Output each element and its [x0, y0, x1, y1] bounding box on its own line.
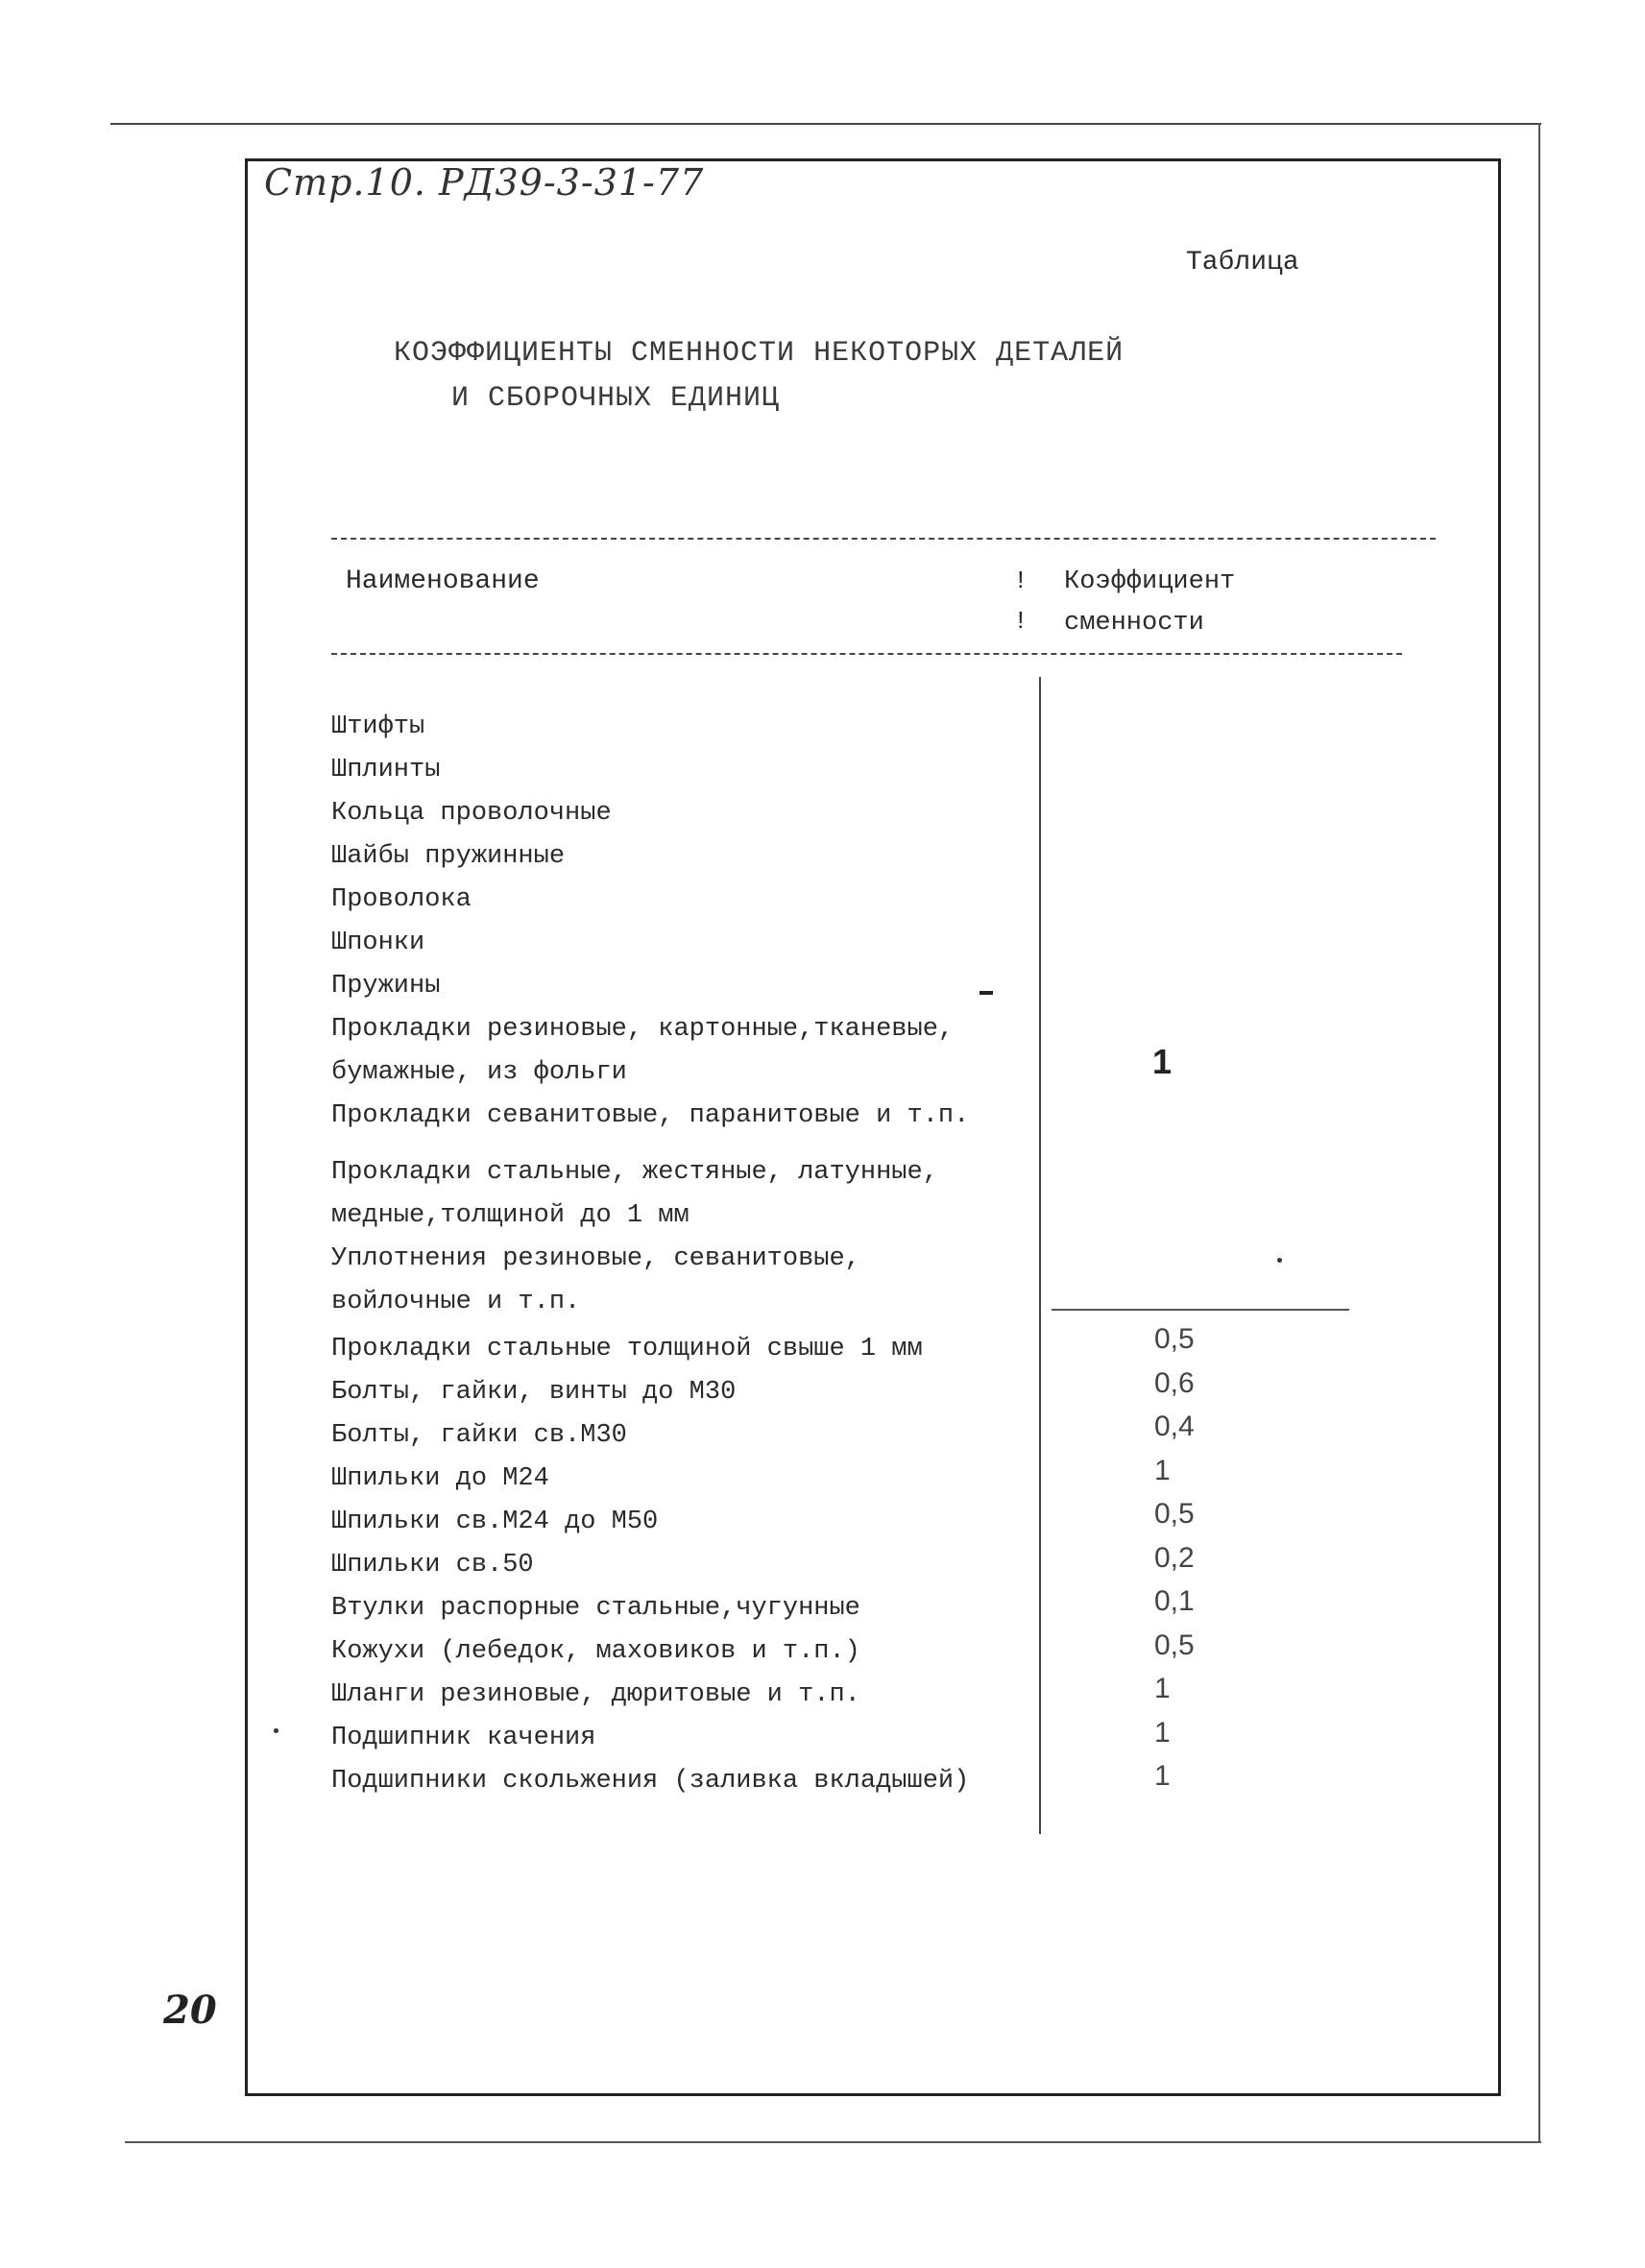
- list-item: войлочные и т.п.: [331, 1288, 581, 1316]
- outer-frame-bottom: [125, 2141, 1541, 2143]
- column-header-coefficient: Коэффициент сменности: [1064, 567, 1236, 639]
- table-row-name: Прокладки стальные толщиной свыше 1 мм: [331, 1335, 923, 1363]
- list-item: медные,толщиной до 1 мм: [331, 1201, 689, 1230]
- table-row-name: Болты, гайки св.М30: [331, 1421, 627, 1450]
- group-separator: [1052, 1309, 1349, 1311]
- list-item: Кольца проволочные: [331, 799, 612, 828]
- column-divider: [1039, 677, 1041, 1834]
- table-row-value: 1: [1154, 1673, 1171, 1704]
- values-column: [1154, 1317, 1195, 1798]
- list-item: Прокладки севанитовые, паранитовые и т.п.: [331, 1101, 970, 1130]
- table-row-name: Шпильки св.М24 до М50: [331, 1508, 659, 1536]
- names-column: [331, 706, 969, 1803]
- table-row-name: Втулки распорные стальные,чугунные: [331, 1594, 860, 1623]
- ink-dot: [274, 1728, 278, 1733]
- table-row-value: 1: [1154, 1454, 1171, 1486]
- outer-frame-right: [1538, 123, 1540, 2141]
- table-title: [394, 331, 1124, 421]
- table-row-value: 0,5: [1154, 1498, 1195, 1530]
- table-row-name: Болты, гайки, винты до М30: [331, 1378, 737, 1407]
- table-row-value: 0,2: [1154, 1541, 1195, 1574]
- list-item: Штифты: [331, 712, 425, 741]
- table-row-name: Подшипник качения: [331, 1724, 596, 1752]
- outer-frame-top: [110, 123, 1541, 125]
- list-item: Прокладки стальные, жестяные, латунные,: [331, 1158, 938, 1187]
- column-separator-mark: ! !: [1013, 567, 1028, 636]
- list-item: Пружины: [331, 972, 441, 1001]
- header-bottom-rule: [331, 653, 1402, 655]
- ink-mark: [980, 991, 993, 995]
- list-item: Шплинты: [331, 756, 441, 784]
- list-item: бумажные, из фольги: [331, 1058, 627, 1087]
- table-row-name: Шпильки до М24: [331, 1464, 549, 1493]
- table-row-value: 0,6: [1154, 1366, 1195, 1399]
- table-row-name: Подшипники скольжения (заливка вкладышей): [331, 1767, 970, 1796]
- list-item: Проволока: [331, 885, 472, 914]
- table-row-value: 0,5: [1154, 1629, 1195, 1661]
- page-number: 20: [163, 1988, 217, 2033]
- table-row-name: Шланги резиновые, дюритовые и т.п.: [331, 1680, 860, 1709]
- list-item: Шпонки: [331, 929, 425, 957]
- list-item: Уплотнения резиновые, севанитовые,: [331, 1244, 860, 1273]
- ink-dot: [1277, 1258, 1282, 1263]
- list-item: Прокладки резиновые, картонные,тканевые,: [331, 1015, 955, 1044]
- list-item: Шайбы пружинные: [331, 842, 566, 871]
- group-coefficient: 1: [1152, 1042, 1173, 1081]
- table-row-value: 1: [1154, 1716, 1171, 1749]
- header-top-rule: [331, 538, 1436, 540]
- document-stamp: Стр.10. РД39-3-31-77: [264, 161, 705, 204]
- table-row-value: 0,1: [1154, 1585, 1195, 1617]
- table-label: Таблица: [1186, 248, 1299, 277]
- title-line-2: И СБОРОЧНЫХ ЕДИНИЦ: [451, 381, 781, 415]
- table-row-value: 0,5: [1154, 1323, 1195, 1355]
- column-header-name: Наименование: [346, 567, 540, 596]
- table-row-name: Шпильки св.50: [331, 1551, 534, 1580]
- table-row-value: 0,4: [1154, 1411, 1195, 1442]
- table-row-name: Кожухи (лебедок, маховиков и т.п.): [331, 1637, 860, 1666]
- table-row-value: 1: [1154, 1760, 1171, 1792]
- title-line-1: КОЭФФИЦИЕНТЫ СМЕННОСТИ НЕКОТОРЫХ ДЕТАЛЕЙ: [394, 337, 1125, 370]
